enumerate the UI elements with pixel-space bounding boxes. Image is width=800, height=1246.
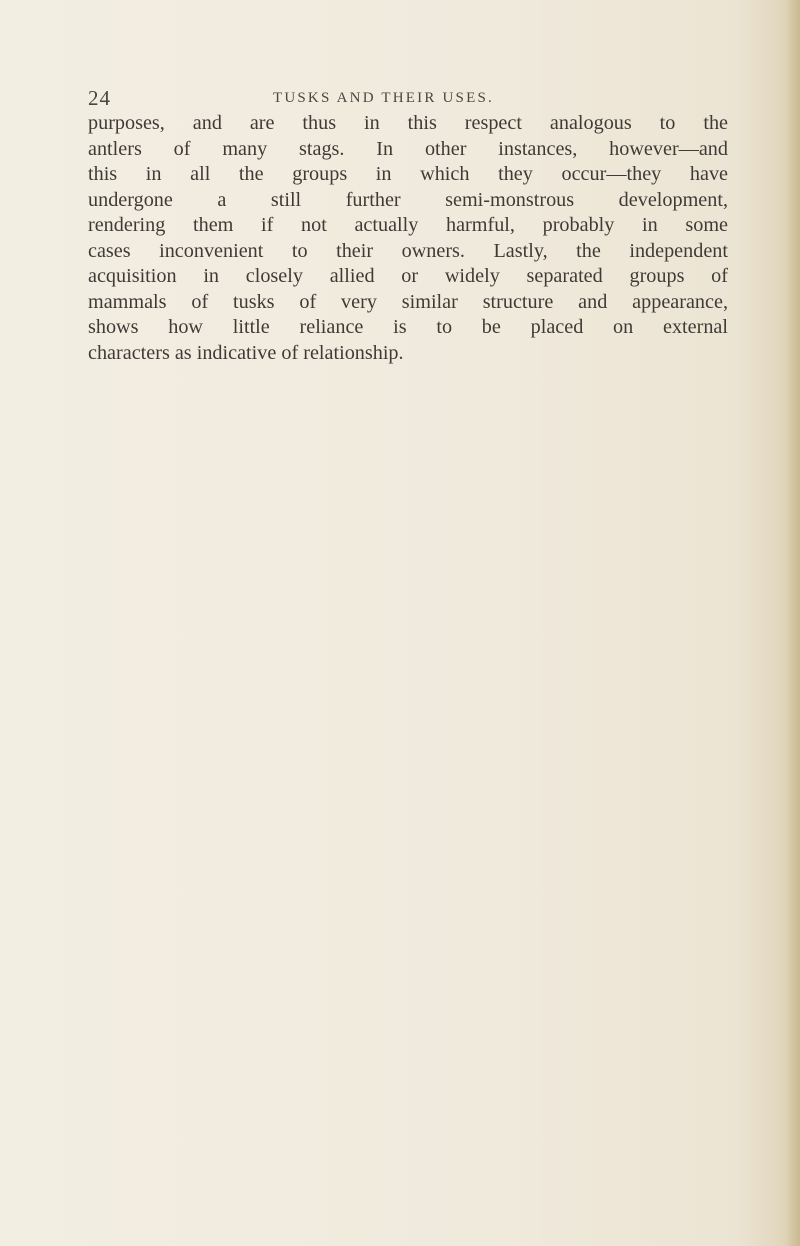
text-line: this in all the groups in which they occur—they have (88, 163, 728, 185)
running-head (88, 86, 728, 112)
text-line: cases inconvenient to their owners. Lastly, the independent (88, 239, 728, 262)
text-line: characters as indicative of relationship. (88, 341, 404, 364)
page-edge-shadow (786, 0, 800, 1246)
page-number: 24 (88, 86, 111, 110)
text-line: antlers of many stags. In other instances, however—and (88, 137, 728, 160)
text-line: purposes, and are thus in this respect analogous to the (88, 112, 728, 134)
text-line: rendering them if not actually harmful, probably in some (88, 214, 728, 236)
text-line: acquisition in closely allied or widely separated groups of (88, 265, 728, 287)
text-line: mammals of tusks of very similar structure and appearance, (88, 290, 728, 313)
text-line: undergone a still further semi-monstrous development, (88, 188, 728, 211)
body-paragraph (88, 111, 728, 366)
running-title: TUSKS AND THEIR USES. (273, 90, 494, 106)
text-line: shows how little reliance is to be placed on external (88, 316, 728, 338)
